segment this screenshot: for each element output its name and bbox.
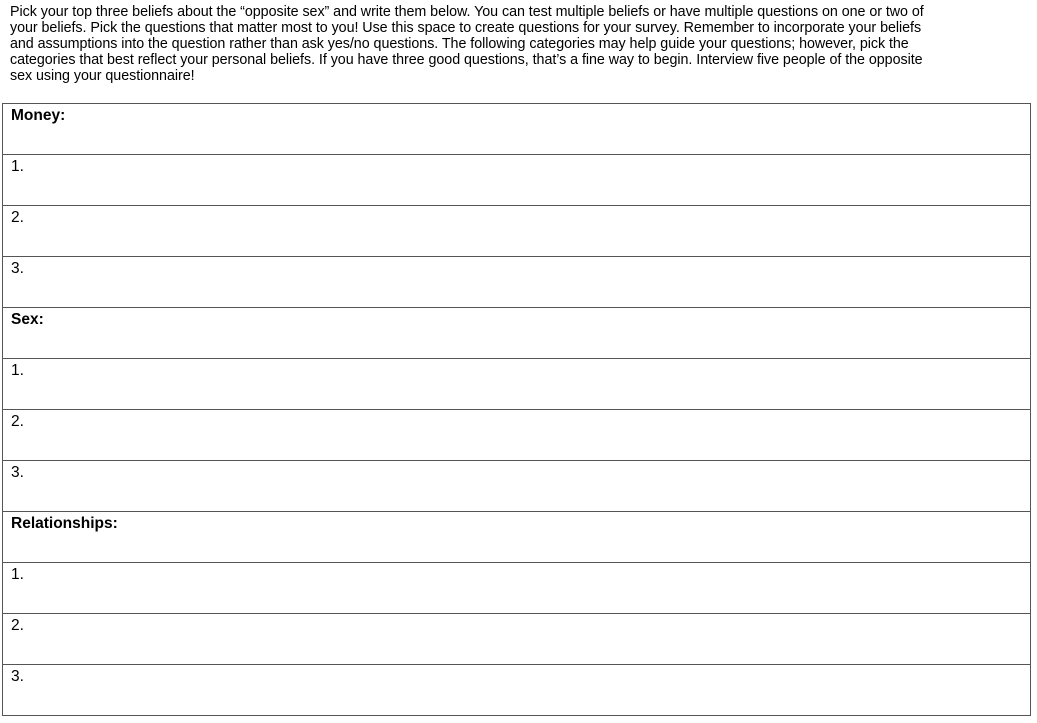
question-row[interactable]: [3, 563, 1030, 614]
question-row[interactable]: [3, 359, 1030, 410]
question-number: 3.: [11, 668, 24, 685]
question-number: 3.: [11, 260, 24, 277]
question-row[interactable]: [3, 461, 1030, 512]
instructions-paragraph: [10, 4, 1020, 84]
question-number: 2.: [11, 209, 24, 226]
category-heading: Money:: [11, 107, 66, 124]
question-number: 1.: [11, 362, 24, 379]
instructions-line: and assumptions into the question rather than ask yes/no questions. The following categories may help guide your questions; however, pick the: [10, 36, 909, 53]
category-row-sex: [3, 308, 1030, 359]
question-row[interactable]: [3, 155, 1030, 206]
category-row-money: [3, 104, 1030, 155]
instructions-line: sex using your questionnaire!: [10, 68, 195, 85]
question-row[interactable]: [3, 614, 1030, 665]
question-number: 1.: [11, 158, 24, 175]
question-row[interactable]: [3, 665, 1030, 716]
question-row[interactable]: [3, 410, 1030, 461]
instructions-line: categories that best reflect your personal beliefs. If you have three good questions, that’s a fine way to begin. Interview five people of the opposite: [10, 52, 923, 69]
category-row-relationships: [3, 512, 1030, 563]
question-row[interactable]: [3, 257, 1030, 308]
question-number: 2.: [11, 413, 24, 430]
question-row[interactable]: [3, 206, 1030, 257]
questionnaire-table: [2, 103, 1031, 716]
question-number: 1.: [11, 566, 24, 583]
category-heading: Relationships:: [11, 515, 118, 532]
category-heading: Sex:: [11, 311, 44, 328]
question-number: 2.: [11, 617, 24, 634]
instructions-line: your beliefs. Pick the questions that matter most to you! Use this space to create questions for your survey. Remember to incorporate your beliefs: [10, 20, 922, 37]
instructions-line: Pick your top three beliefs about the “opposite sex” and write them below. You can test multiple beliefs or have multiple questions on one or two of: [10, 4, 924, 20]
question-number: 3.: [11, 464, 24, 481]
